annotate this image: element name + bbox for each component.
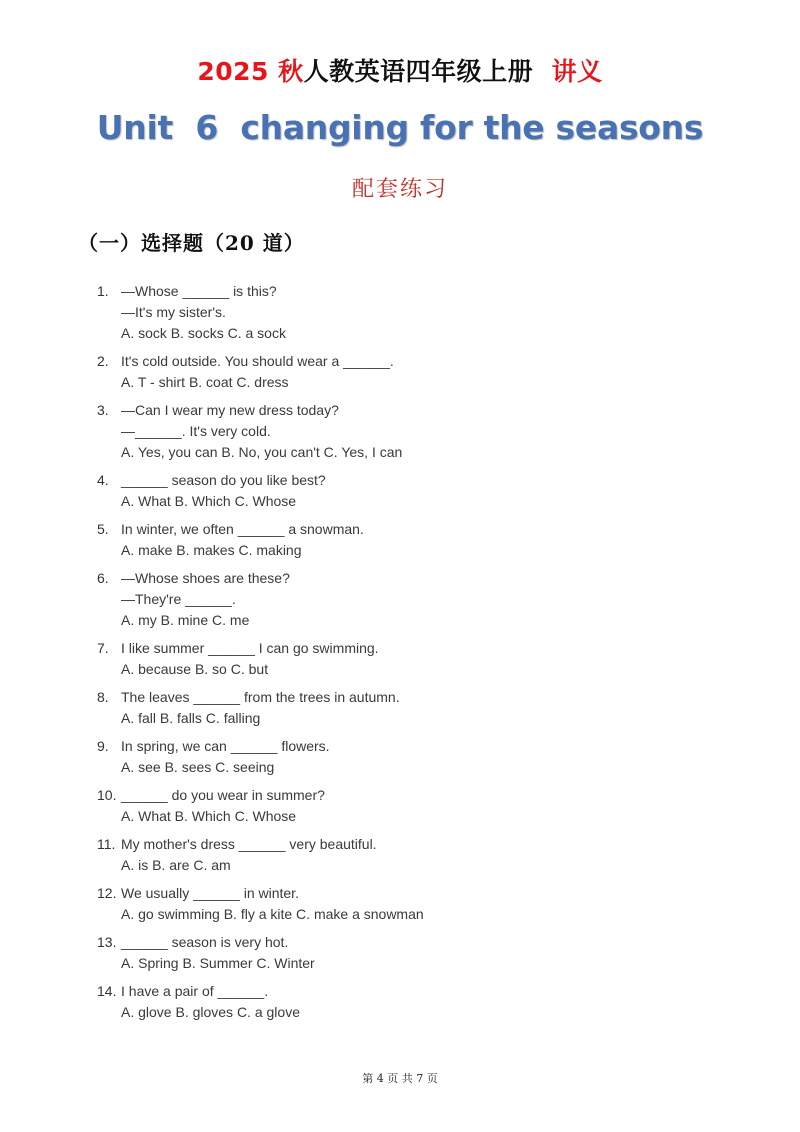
question-options: A. What B. Which C. Whose bbox=[121, 493, 297, 509]
question-text: —Whose shoes are these? bbox=[121, 570, 290, 586]
question-number: 10. bbox=[97, 787, 117, 803]
question-options: A. go swimming B. fly a kite C. make a snowman bbox=[121, 906, 424, 922]
question-number: 4. bbox=[97, 472, 109, 488]
question-number: 14. bbox=[97, 983, 117, 999]
question-text: The leaves ______ from the trees in autumn. bbox=[121, 689, 400, 705]
question-number: 12. bbox=[97, 885, 117, 901]
question-text: I like summer ______ I can go swimming. bbox=[121, 640, 379, 656]
question-text: ______ season is very hot. bbox=[121, 934, 289, 950]
question-options: A. make B. makes C. making bbox=[121, 542, 302, 558]
question-options: A. is B. are C. am bbox=[121, 857, 231, 873]
question-item bbox=[97, 785, 717, 827]
question-number: 2. bbox=[97, 353, 109, 369]
unit-title: Unit 6 changing for the seasons bbox=[96, 108, 704, 147]
question-item bbox=[97, 351, 717, 393]
question-text: —Can I wear my new dress today? bbox=[121, 402, 339, 418]
title-course: 人教英语四年级上册 bbox=[303, 57, 534, 86]
question-item bbox=[97, 932, 717, 974]
question-number: 5. bbox=[97, 521, 109, 537]
question-text: In winter, we often ______ a snowman. bbox=[121, 521, 364, 537]
question-options: A. sock B. socks C. a sock bbox=[121, 325, 286, 341]
question-number: 11. bbox=[97, 836, 116, 852]
question-item bbox=[97, 568, 717, 631]
question-item bbox=[97, 638, 717, 680]
question-number: 13. bbox=[97, 934, 117, 950]
question-options: A. glove B. gloves C. a glove bbox=[121, 1004, 300, 1020]
question-options: A. fall B. falls C. falling bbox=[121, 710, 261, 726]
question-item bbox=[97, 519, 717, 561]
question-item bbox=[97, 400, 717, 463]
question-text: I have a pair of ______. bbox=[121, 983, 269, 999]
question-text: ______ do you wear in summer? bbox=[121, 787, 325, 803]
question-text: ______ season do you like best? bbox=[121, 472, 326, 488]
question-text: —They're ______. bbox=[121, 591, 236, 607]
question-text: In spring, we can ______ flowers. bbox=[121, 738, 330, 754]
question-item bbox=[97, 834, 717, 876]
question-number: 7. bbox=[97, 640, 109, 656]
page-footer: 第 4 页 共 7 页 bbox=[362, 1072, 438, 1085]
question-options: A. see B. sees C. seeing bbox=[121, 759, 275, 775]
question-text: —Whose ______ is this? bbox=[121, 283, 277, 299]
question-options: A. because B. so C. but bbox=[121, 661, 269, 677]
title-year: 2025 秋 bbox=[197, 57, 304, 86]
question-options: A. Spring B. Summer C. Winter bbox=[121, 955, 315, 971]
question-item bbox=[97, 470, 717, 512]
question-number: 3. bbox=[97, 402, 109, 418]
question-item bbox=[97, 736, 717, 778]
question-text: —It's my sister's. bbox=[121, 304, 226, 320]
question-text: My mother's dress ______ very beautiful. bbox=[121, 836, 377, 852]
question-text: It's cold outside. You should wear a ______. bbox=[121, 353, 394, 369]
question-item bbox=[97, 883, 717, 925]
question-options: A. my B. mine C. me bbox=[121, 612, 250, 628]
question-number: 1. bbox=[97, 283, 109, 299]
section-heading: （一）选择题（20 道） bbox=[78, 231, 305, 255]
question-text: —______. It's very cold. bbox=[121, 423, 271, 439]
question-number: 9. bbox=[97, 738, 109, 754]
question-item bbox=[97, 687, 717, 729]
question-number: 6. bbox=[97, 570, 109, 586]
question-number: 8. bbox=[97, 689, 109, 705]
question-options: A. Yes, you can B. No, you can't C. Yes, I can bbox=[121, 444, 403, 460]
question-item bbox=[97, 981, 717, 1023]
subtitle: 配套练习 bbox=[351, 177, 448, 202]
title-handout: 讲义 bbox=[551, 57, 603, 86]
document-title bbox=[0, 52, 800, 88]
question-options: A. What B. Which C. Whose bbox=[121, 808, 297, 824]
question-options: A. T - shirt B. coat C. dress bbox=[121, 374, 289, 390]
question-text: We usually ______ in winter. bbox=[121, 885, 299, 901]
question-item bbox=[97, 281, 717, 344]
question-list bbox=[97, 281, 717, 1030]
